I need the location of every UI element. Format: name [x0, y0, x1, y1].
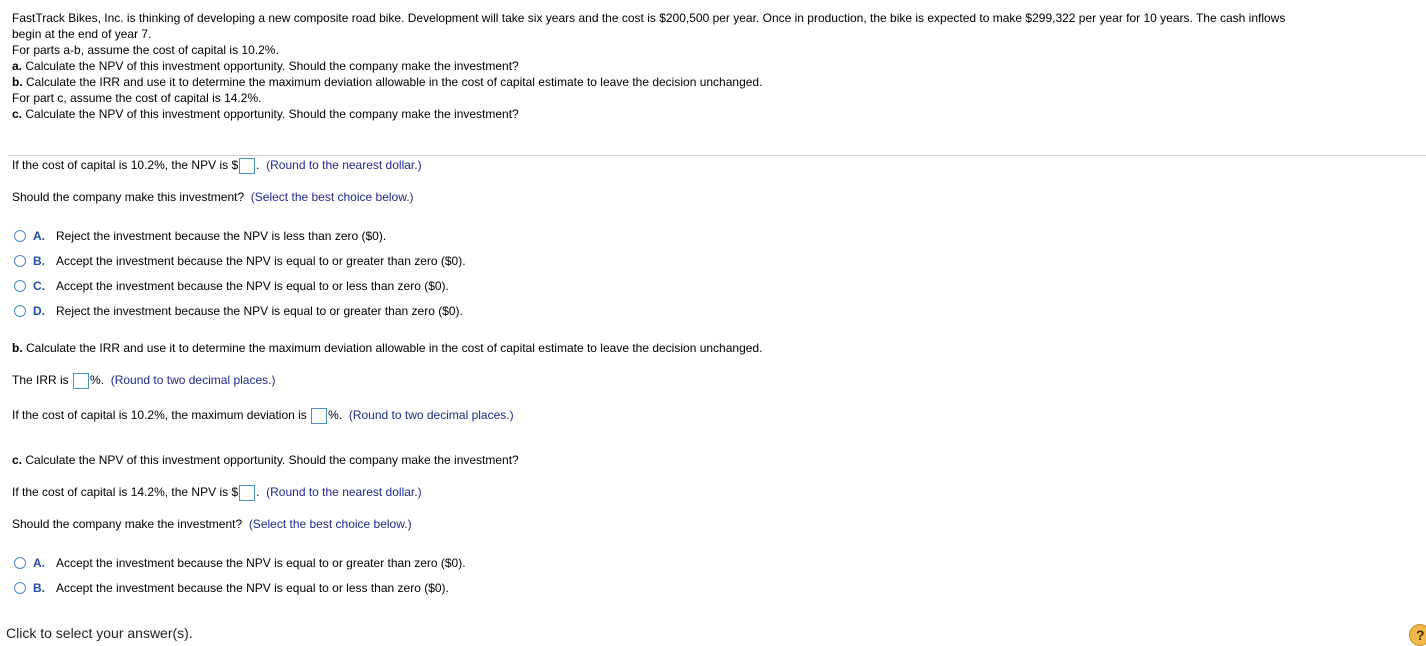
part-c-npv-hint: (Round to the nearest dollar.): [266, 485, 422, 499]
part-c-question: Should the company make the investment?: [12, 517, 243, 531]
part-a-npv-prefix: If the cost of capital is 10.2%, the NPV is $: [12, 158, 239, 172]
part-a-question-hint: (Select the best choice below.): [250, 190, 414, 204]
part-b-irr-row: [12, 372, 275, 389]
radio-button-icon[interactable]: [14, 255, 26, 267]
part-b-letter: b.: [12, 75, 23, 89]
part-b-irr-prefix: The IRR is: [12, 373, 69, 387]
choice-text: Accept the investment because the NPV is equal to or greater than zero ($0).: [56, 556, 466, 570]
choice-letter: A.: [33, 229, 45, 243]
part-c-npv-suffix: .: [256, 485, 260, 499]
problem-line-2: begin at the end of year 7.: [12, 27, 152, 41]
choice-letter: A.: [33, 556, 45, 570]
part-b-irr-hint: (Round to two decimal places.): [110, 373, 276, 387]
help-question-icon[interactable]: ?: [1409, 624, 1426, 646]
part-c-npv-row: [12, 484, 422, 501]
part-a-choice-a[interactable]: [14, 228, 386, 244]
part-b-deviation-hint: (Round to two decimal places.): [348, 408, 514, 422]
part-a-choice-b[interactable]: [14, 253, 466, 269]
problem-line-1: FastTrack Bikes, Inc. is thinking of developing a new composite road bike. Development will take six years and the cost is $200,500 per year. Once in production, the bike is expected to make $299,322 per year for 10 years. The cash inflows: [12, 11, 1286, 25]
problem-line-3: For parts a-b, assume the cost of capital is 10.2%.: [12, 43, 279, 57]
part-c-letter: c.: [12, 107, 23, 121]
part-b-deviation-prefix: If the cost of capital is 10.2%, the maximum deviation is: [12, 408, 307, 422]
choice-letter: B.: [33, 581, 45, 595]
status-message: Click to select your answer(s).: [6, 625, 193, 641]
part-c-text: Calculate the NPV of this investment opportunity. Should the company make the investment?: [22, 107, 519, 121]
radio-button-icon[interactable]: [14, 230, 26, 242]
radio-button-icon[interactable]: [14, 280, 26, 292]
part-a-choice-c[interactable]: [14, 278, 449, 294]
choice-text: Reject the investment because the NPV is less than zero ($0).: [56, 229, 387, 243]
part-a-choice-d[interactable]: [14, 303, 463, 319]
problem-line-7: [12, 106, 1412, 122]
part-c-choice-b[interactable]: [14, 580, 449, 596]
part-c-question-hint: (Select the best choice below.): [248, 517, 412, 531]
part-c-choice-a[interactable]: [14, 555, 466, 571]
radio-button-icon[interactable]: [14, 557, 26, 569]
radio-button-icon[interactable]: [14, 582, 26, 594]
choice-letter: C.: [33, 279, 45, 293]
problem-line-4: [12, 58, 1412, 74]
part-b-deviation-input[interactable]: [311, 408, 327, 424]
part-c-heading-letter: c.: [12, 453, 23, 467]
part-b-deviation-row: [12, 407, 514, 424]
part-b-heading: [12, 340, 762, 356]
section-divider: [8, 155, 1426, 156]
part-b-irr-suffix: %.: [90, 373, 105, 387]
part-a-text: Calculate the NPV of this investment opportunity. Should the company make the investment?: [22, 59, 519, 73]
part-a-question: Should the company make this investment?: [12, 190, 245, 204]
radio-button-icon[interactable]: [14, 305, 26, 317]
part-b-heading-letter: b.: [12, 341, 23, 355]
part-a-npv-input[interactable]: [239, 158, 255, 174]
choice-text: Accept the investment because the NPV is equal to or less than zero ($0).: [56, 279, 449, 293]
part-c-npv-input[interactable]: [239, 485, 255, 501]
problem-line-6: For part c, assume the cost of capital is 14.2%.: [12, 91, 262, 105]
choice-text: Accept the investment because the NPV is equal to or less than zero ($0).: [56, 581, 449, 595]
part-a-npv-row: [12, 157, 422, 174]
part-b-deviation-suffix: %.: [328, 408, 343, 422]
part-c-question-row: [12, 516, 412, 532]
choice-letter: B.: [33, 254, 45, 268]
part-b-heading-text: Calculate the IRR and use it to determine the maximum deviation allowable in the cost of capital estimate to leave the decision unchanged.: [22, 341, 763, 355]
part-c-heading: [12, 452, 519, 468]
part-c-npv-prefix: If the cost of capital is 14.2%, the NPV is $: [12, 485, 239, 499]
part-a-npv-suffix: .: [256, 158, 260, 172]
problem-line-5: [12, 74, 1412, 90]
part-a-letter: a.: [12, 59, 23, 73]
part-c-heading-text: Calculate the NPV of this investment opportunity. Should the company make the investment?: [22, 453, 519, 467]
problem-statement: [12, 10, 1412, 122]
choice-text: Reject the investment because the NPV is equal to or greater than zero ($0).: [56, 304, 463, 318]
part-a-question-row: [12, 189, 414, 205]
part-b-text: Calculate the IRR and use it to determine the maximum deviation allowable in the cost of capital estimate to leave the decision unchanged.: [22, 75, 763, 89]
part-a-npv-hint: (Round to the nearest dollar.): [266, 158, 422, 172]
choice-text: Accept the investment because the NPV is equal to or greater than zero ($0).: [56, 254, 466, 268]
part-b-irr-input[interactable]: [73, 373, 89, 389]
choice-letter: D.: [33, 304, 45, 318]
